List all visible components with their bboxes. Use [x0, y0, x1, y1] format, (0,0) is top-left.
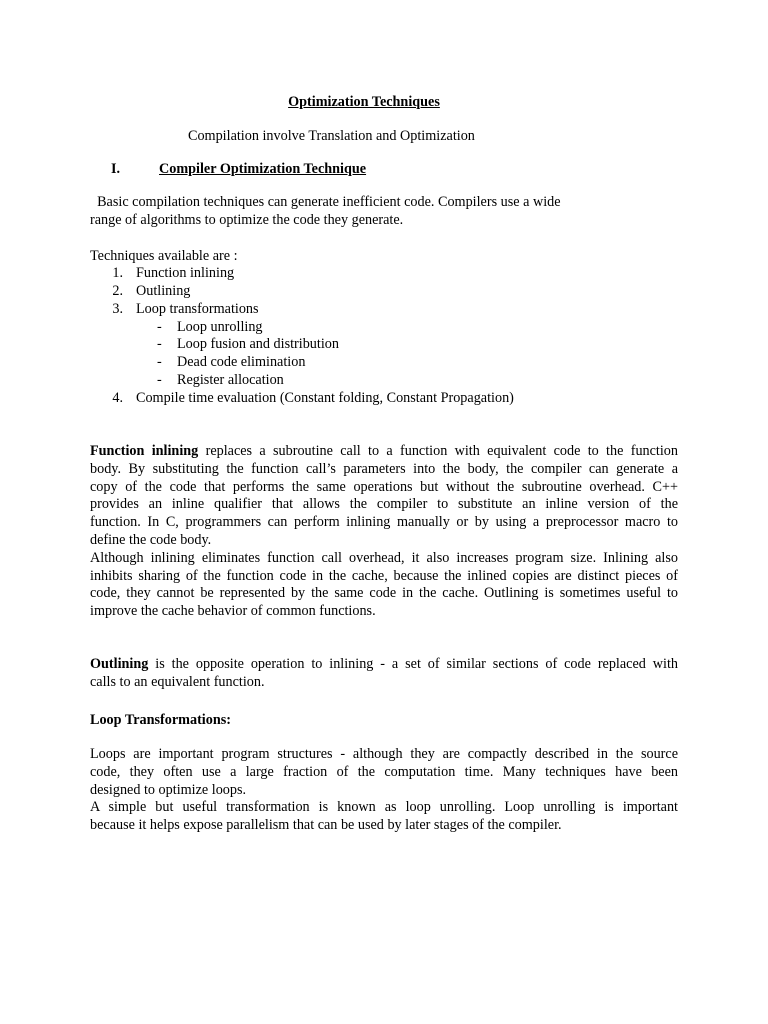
list-text: Compile time evaluation (Constant folding, Constant Propagation) — [136, 390, 514, 406]
dash-marker: - — [157, 372, 162, 388]
dash-marker: - — [157, 336, 162, 352]
list-number: 1. — [112, 265, 123, 281]
list-text: Loop transformations — [136, 301, 259, 317]
outlining-term: Outlining — [90, 656, 149, 672]
paragraph-line: code, they cannot be represented by the same code in the cache. Outlining is sometimes useful to — [90, 585, 678, 602]
outlining-paragraph — [90, 656, 678, 692]
section-number: I. — [111, 161, 121, 177]
loop-transformations-paragraph — [90, 746, 678, 835]
paragraph-line: because it helps expose parallelism that can be used by later stages of the compiler. — [90, 817, 562, 834]
paragraph-line: Although inlining eliminates function call overhead, it also increases program size. Inlining also — [90, 549, 678, 566]
dash-marker: - — [157, 354, 162, 370]
list-number: 3. — [112, 301, 123, 317]
paragraph-line: A simple but useful transformation is known as loop unrolling. Loop unrolling is important — [90, 799, 678, 816]
sub-list-text: Dead code elimination — [177, 354, 306, 370]
paragraph-line: body. By substituting the function call’s parameters into the body, the compiler can generate a — [90, 460, 678, 477]
line-text: is the opposite operation to inlining - a set of similar sections of code replaced with — [148, 656, 678, 672]
list-text: Function inlining — [136, 265, 235, 281]
section-title: Compiler Optimization Technique — [159, 161, 367, 177]
paragraph-line: designed to optimize loops. — [90, 781, 247, 798]
list-number: 2. — [112, 283, 123, 299]
list-text: Outlining — [136, 283, 191, 299]
paragraph-line — [90, 443, 678, 461]
sub-list-text: Register allocation — [177, 372, 284, 388]
paragraph-line: code, they often use a large fraction of the computation time. Many techniques have been — [90, 763, 678, 780]
intro-line: Basic compilation techniques can generate inefficient code. Compilers use a wide — [90, 194, 561, 210]
document-title: Optimization Techniques — [288, 94, 440, 110]
paragraph-line: define the code body. — [90, 531, 212, 548]
list-number: 4. — [112, 390, 123, 406]
paragraph-line: improve the cache behavior of common functions. — [90, 603, 376, 620]
paragraph-line: inhibits sharing of the function code in the cache, because the inlined copies are distinct pieces of — [90, 567, 678, 584]
intro-paragraph — [90, 193, 610, 229]
paragraph-line: Loops are important program structures - although they are compactly described in the source — [90, 746, 678, 762]
function-inlining-term: Function inlining — [90, 443, 199, 459]
intro-line: range of algorithms to optimize the code they generate. — [90, 212, 404, 228]
paragraph-line: copy of the code that performs the same operations but without the subroutine overhead. C++ — [90, 478, 678, 495]
document-subtitle: Compilation involve Translation and Optimization — [188, 128, 475, 144]
sub-list-text: Loop fusion and distribution — [177, 336, 339, 352]
paragraph-line: calls to an equivalent function. — [90, 673, 265, 690]
sub-list-text: Loop unrolling — [177, 319, 263, 335]
paragraph-line: provides an inline qualifier that allows the compiler to substitute an inline version of the — [90, 496, 678, 513]
line-text: replaces a subroutine call to a function with equivalent code to the function — [198, 443, 678, 459]
techniques-heading: Techniques available are : — [90, 248, 238, 264]
dash-marker: - — [157, 319, 162, 335]
paragraph-line — [90, 656, 678, 674]
function-inlining-paragraph — [90, 443, 678, 621]
paragraph-line: function. In C, programmers can perform inlining manually or by using a preprocessor macro to — [90, 514, 678, 531]
loop-transformations-heading: Loop Transformations: — [90, 712, 231, 728]
